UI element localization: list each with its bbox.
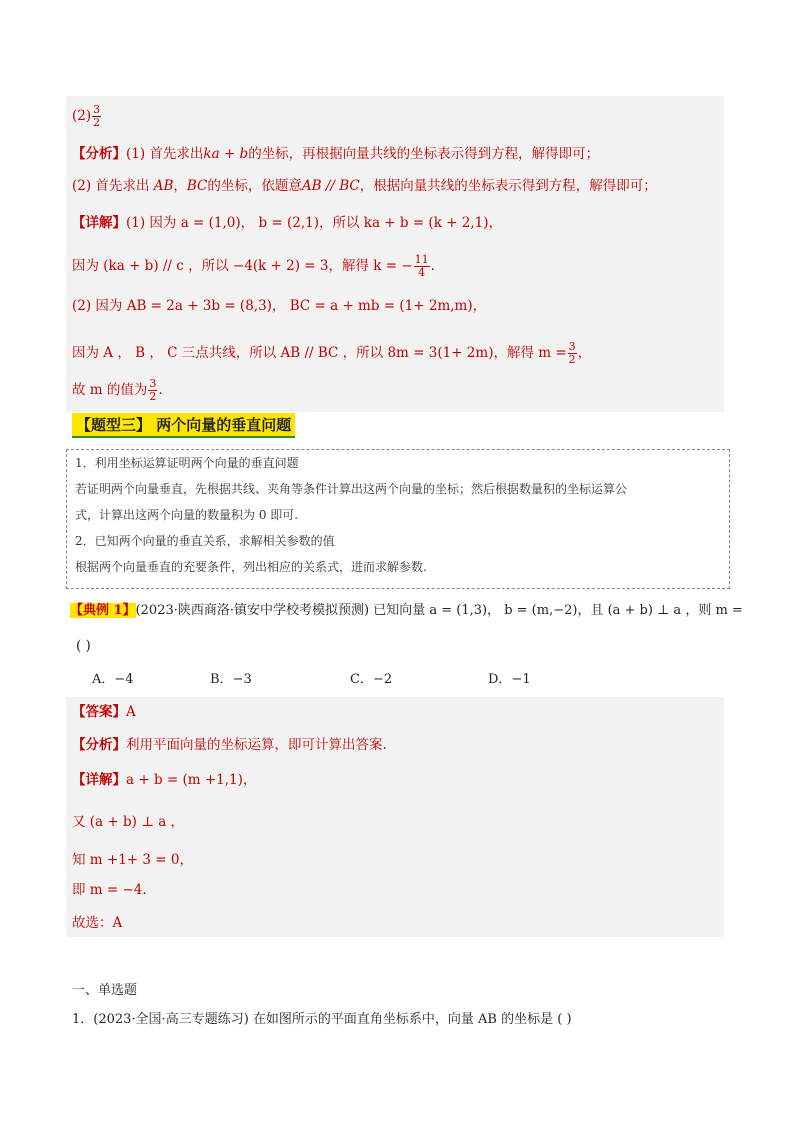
example-question: 【典例 1】(2023·陕西商洛·镇安中学校考模拟预测) 已知向量 a = (1,3)， b = (m,−2)，且 (a + b) ⊥ a ，则 m = (70, 603, 743, 618)
detail-fraction-2: $\frac{3}{2}$ (568, 340, 576, 366)
detail-fraction-3: $\frac{3}{2}$ (149, 377, 157, 403)
exercise-section: 一、单选题 (72, 983, 138, 998)
answer-fraction: $\frac{3}{2}$ (93, 103, 101, 129)
analysis-line-2: (2) 首先求出 AB，BC的坐标，依题意AB // BC，根据向量共线的坐标表示得到方程，解得即可； (72, 178, 657, 194)
detail-line-2: 因为 (ka + b) // c ，所以 −4(k + 2) = 3，解得 k = − $\frac{11}{4}$ . (72, 253, 435, 279)
method-line-4: 2．已知两个向量的垂直关系，求解相关参数的值 (75, 534, 335, 548)
option-b: B．−3 (210, 672, 252, 687)
solution-detail-3: 知 m +1+ 3 = 0， (72, 852, 193, 868)
detail-line-5: 故 m 的值为 $\frac{3}{2}$ . (72, 377, 163, 403)
detail-line-4: 因为 A ， B ， C 三点共线，所以 AB // BC ，所以 8m = 3(1+ 2m)，解得 m = $\frac{3}{2}$ ， (72, 340, 592, 366)
solution-detail-5: 故选：A (72, 915, 123, 931)
answer-line: 【答案】A (72, 704, 136, 720)
example-paren: ( ) (76, 638, 91, 654)
method-line-1: 1．利用坐标运算证明两个向量的垂直问题 (75, 456, 299, 470)
detail-line-3: (2) 因为 AB = 2a + 3b = (8,3)， BC = a + mb = (1+ 2m,m)， (72, 298, 487, 314)
analysis-line-1: 【分析】(1) 首先求出ka + b的坐标，再根据向量共线的坐标表示得到方程，解得即可； (72, 146, 600, 162)
detail-line-1: 【详解】(1) 因为 a = (1,0)， b = (2,1)，所以 ka + b = (k + 2,1)， (72, 215, 503, 231)
solution-detail-1: 【详解】a + b = (m +1,1)， (72, 772, 257, 788)
example-tag: 【典例 1】 (70, 603, 136, 618)
detail-fraction-1: $\frac{11}{4}$ (414, 253, 429, 279)
answer-part2: (2) $\frac{3}{2}$ (72, 103, 101, 129)
section-heading: 【题型三】 两个向量的垂直问题 (72, 413, 295, 438)
solution-detail-4: 即 m = −4. (72, 882, 147, 898)
option-a: A．−4 (92, 672, 134, 687)
method-box (66, 449, 730, 589)
option-c: C．−2 (350, 672, 393, 687)
method-line-2: 若证明两个向量垂直，先根据共线、夹角等条件计算出这两个向量的坐标；然后根据数量积的坐标运算公 (75, 482, 628, 496)
example-options (92, 670, 531, 690)
option-d: D．−1 (488, 672, 531, 687)
method-line-3: 式，计算出这两个向量的数量积为 0 即可. (75, 508, 299, 522)
solution-analysis: 【分析】利用平面向量的坐标运算，即可计算出答案. (72, 737, 387, 753)
method-line-5: 根据两个向量垂直的充要条件，列出相应的关系式，进而求解参数. (75, 560, 427, 574)
exercise-q1: 1．(2023·全国·高三专题练习) 在如图所示的平面直角坐标系中，向量 AB 的坐标是 ( ) (72, 1012, 572, 1027)
solution-detail-2: 又 (a + b) ⊥ a ， (72, 814, 185, 830)
